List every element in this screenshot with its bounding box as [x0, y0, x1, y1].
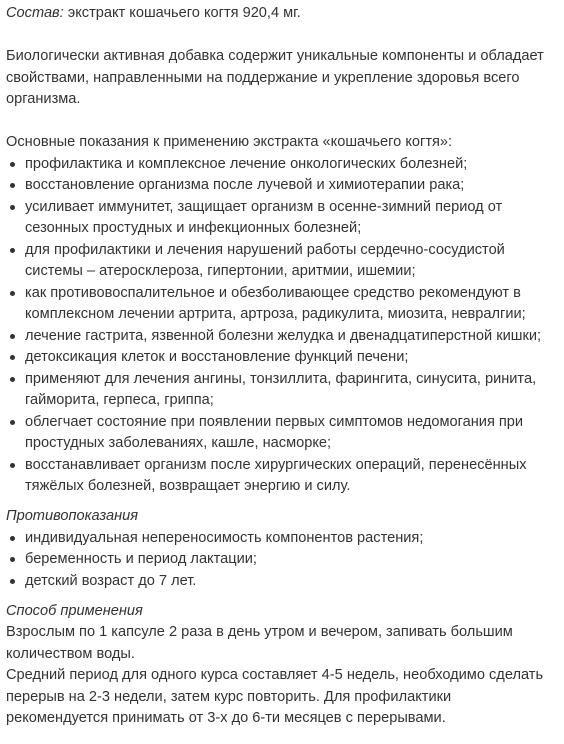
contraindications-list [6, 528, 560, 593]
bullet-icon [10, 536, 15, 541]
contraindications-title: Противопоказания [6, 508, 139, 524]
usage-paragraph [6, 622, 560, 730]
composition-line [6, 3, 560, 25]
indication-item: профилактика и комплексное лечение онкологических болезней; [6, 154, 560, 176]
indication-item: восстановление организма после лучевой и химиотерапии рака; [6, 175, 560, 197]
bullet-icon [10, 355, 15, 360]
bullet-icon [10, 334, 15, 339]
product-description-page [6, 3, 560, 730]
contraindication-item: беременность и период лактации; [6, 549, 560, 571]
bullet-icon [10, 579, 15, 584]
indication-item: для профилактики и лечения нарушений работы сердечно-сосудистой системы – атеросклероза, гипертонии, аритмии, ишемии; [6, 240, 560, 283]
composition-label: Состав: [6, 5, 64, 21]
usage-line: перерыв на 2-3 недели, затем курс повторить. Для профилактики [6, 688, 452, 705]
spacer [6, 111, 560, 133]
bullet-icon [10, 205, 15, 210]
usage-line: количеством воды. [6, 645, 135, 662]
indications-list [6, 154, 560, 498]
usage-line: рекомендуется принимать от 3-х до 6-ти месяцев с перерывами. [6, 710, 446, 726]
usage-line: Средний период для одного курса составляет 4-5 недель, необходимо сделать [6, 667, 544, 683]
bullet-icon [10, 248, 15, 253]
indication-item: как противовоспалительное и обезболивающее средство рекомендуют в комплексном лечении артрита, артроза, радикулита, миозита, невралгии; [6, 283, 560, 326]
composition-text: экстракт кошачьего когтя 920,4 мг. [63, 5, 301, 21]
description-line: организма. [6, 91, 81, 107]
bullet-icon [10, 463, 15, 468]
usage-title: Способ применения [6, 602, 143, 619]
contraindication-item: индивидуальная непереносимость компонентов растения; [6, 528, 560, 550]
description-line: Биологически активная добавка содержит уникальные компоненты и обладает [6, 48, 544, 64]
bullet-icon [10, 291, 15, 296]
indication-item: облегчает состояние при появлении первых симптомов недомогания при простудных заболеваниях, кашле, насморке; [6, 412, 560, 455]
indication-item: детоксикация клеток и восстановление функций печени; [6, 347, 560, 369]
bullet-icon [10, 162, 15, 167]
indication-item: применяют для лечения ангины, тонзиллита, фарингита, синусита, ринита, гайморита, герпеса, гриппа; [6, 369, 560, 412]
usage-line: Взрослым по 1 капсуле 2 раза в день утром и вечером, запивать большим [6, 624, 513, 640]
contraindication-item: детский возраст до 7 лет. [6, 571, 560, 593]
indication-item: восстанавливает организм после хирургических операций, перенесённых тяжёлых болезней, возвращает энергию и силу. [6, 455, 560, 498]
description-paragraph [6, 46, 560, 111]
spacer [6, 25, 560, 47]
bullet-icon [10, 183, 15, 188]
indications-title: Основные показания к применению экстракта «кошачьего когтя»: [6, 134, 453, 150]
indication-item: усиливает иммунитет, защищает организм в осенне-зимний период от сезонных простудных и инфекционных болезней; [6, 197, 560, 240]
description-line: свойствами, направленными на поддержание и укрепление здоровья всего [6, 69, 520, 86]
indication-item: лечение гастрита, язвенной болезни желудка и двенадцатиперстной кишки; [6, 326, 560, 348]
spacer [6, 592, 560, 601]
bullet-icon [10, 420, 15, 425]
spacer [6, 498, 560, 507]
bullet-icon [10, 377, 15, 382]
bullet-icon [10, 557, 15, 562]
